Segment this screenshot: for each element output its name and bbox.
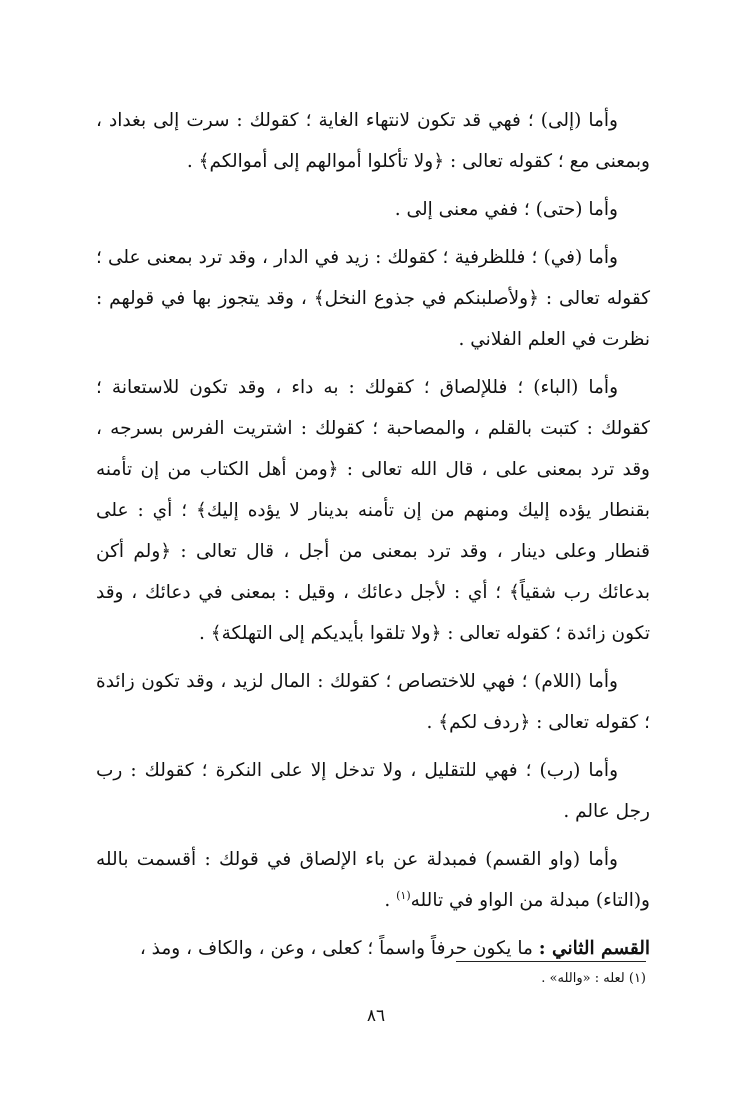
paragraph-ba: وأما (الباء) ؛ فللإلصاق ؛ كقولك : به داء ، وقد تكون للاستعانة ؛ كقولك : كتبت بالقلم ، والمصاحبة ؛ كقولك : اشتريت الفرس بسرجه ، وقد ترد بمعنى على ، قال الله تعالى : ﴿ومن أهل الكتاب من إن تأمنه بقنطار يؤده إليك ومنهم من إن تأمنه بدينار لا يؤده إليك﴾ ؛ أي : على قنطار وعلى دينار ، وقد ترد بمعنى من أجل ، قال تعالى : ﴿ولم أكن بدعائك رب شقياً﴾ ؛ أي : لأجل دعائك ، وقيل : بمعنى في دعائك ، وقد تكون زائدة ؛ كقوله تعالى : ﴿ولا تلقوا بأيديكم إلى التهلكة﴾ . bbox=[96, 377, 650, 644]
paragraph-waw-qasam-text: وأما (واو القسم) فمبدلة عن باء الإلصاق في قولك : أقسمت بالله و(التاء) مبدلة من الواو في تالله bbox=[96, 849, 650, 911]
paragraph-rubba: وأما (رب) ؛ فهي للتقليل ، ولا تدخل إلا على النكرة ؛ كقولك : رب رجل عالم . bbox=[96, 760, 650, 822]
main-text bbox=[96, 100, 650, 976]
footnote-divider bbox=[456, 961, 646, 962]
paragraph-waw-qasam-tail: . bbox=[384, 890, 397, 911]
paragraph-waw-qasam bbox=[96, 839, 650, 921]
footnote-reference[interactable]: (١) bbox=[396, 888, 411, 902]
paragraph-fi: وأما (في) ؛ فللظرفية ؛ كقولك : زيد في الدار ، وقد ترد بمعنى على ؛ كقوله تعالى : ﴿ولأصلبنكم في جذوع النخل﴾ ، وقد يتجوز بها في قولهم : نظرت في العلم الفلاني . bbox=[96, 247, 650, 350]
page-number: ٨٦ bbox=[366, 1006, 386, 1026]
paragraph-ila: وأما (إلى) ؛ فهي قد تكون لانتهاء الغاية ؛ كقولك : سرت إلى بغداد ، وبمعنى مع ؛ كقوله تعالى : ﴿ولا تأكلوا أموالهم إلى أموالكم﴾ . bbox=[96, 110, 650, 172]
footnote: (١) لعله : «والله» . bbox=[541, 971, 646, 986]
paragraph-hatta: وأما (حتى) ؛ ففي معنى إلى . bbox=[394, 199, 618, 220]
section-heading: القسم الثاني : bbox=[538, 938, 650, 959]
section-text: ما يكون حرفاً واسماً ؛ كعلى ، وعن ، والكاف ، ومذ ، bbox=[139, 938, 539, 959]
paragraph-second-section bbox=[96, 928, 650, 969]
paragraph-lam: وأما (اللام) ؛ فهي للاختصاص ؛ كقولك : المال لزيد ، وقد تكون زائدة ؛ كقوله تعالى : ﴿ردف لكم﴾ . bbox=[96, 671, 650, 733]
